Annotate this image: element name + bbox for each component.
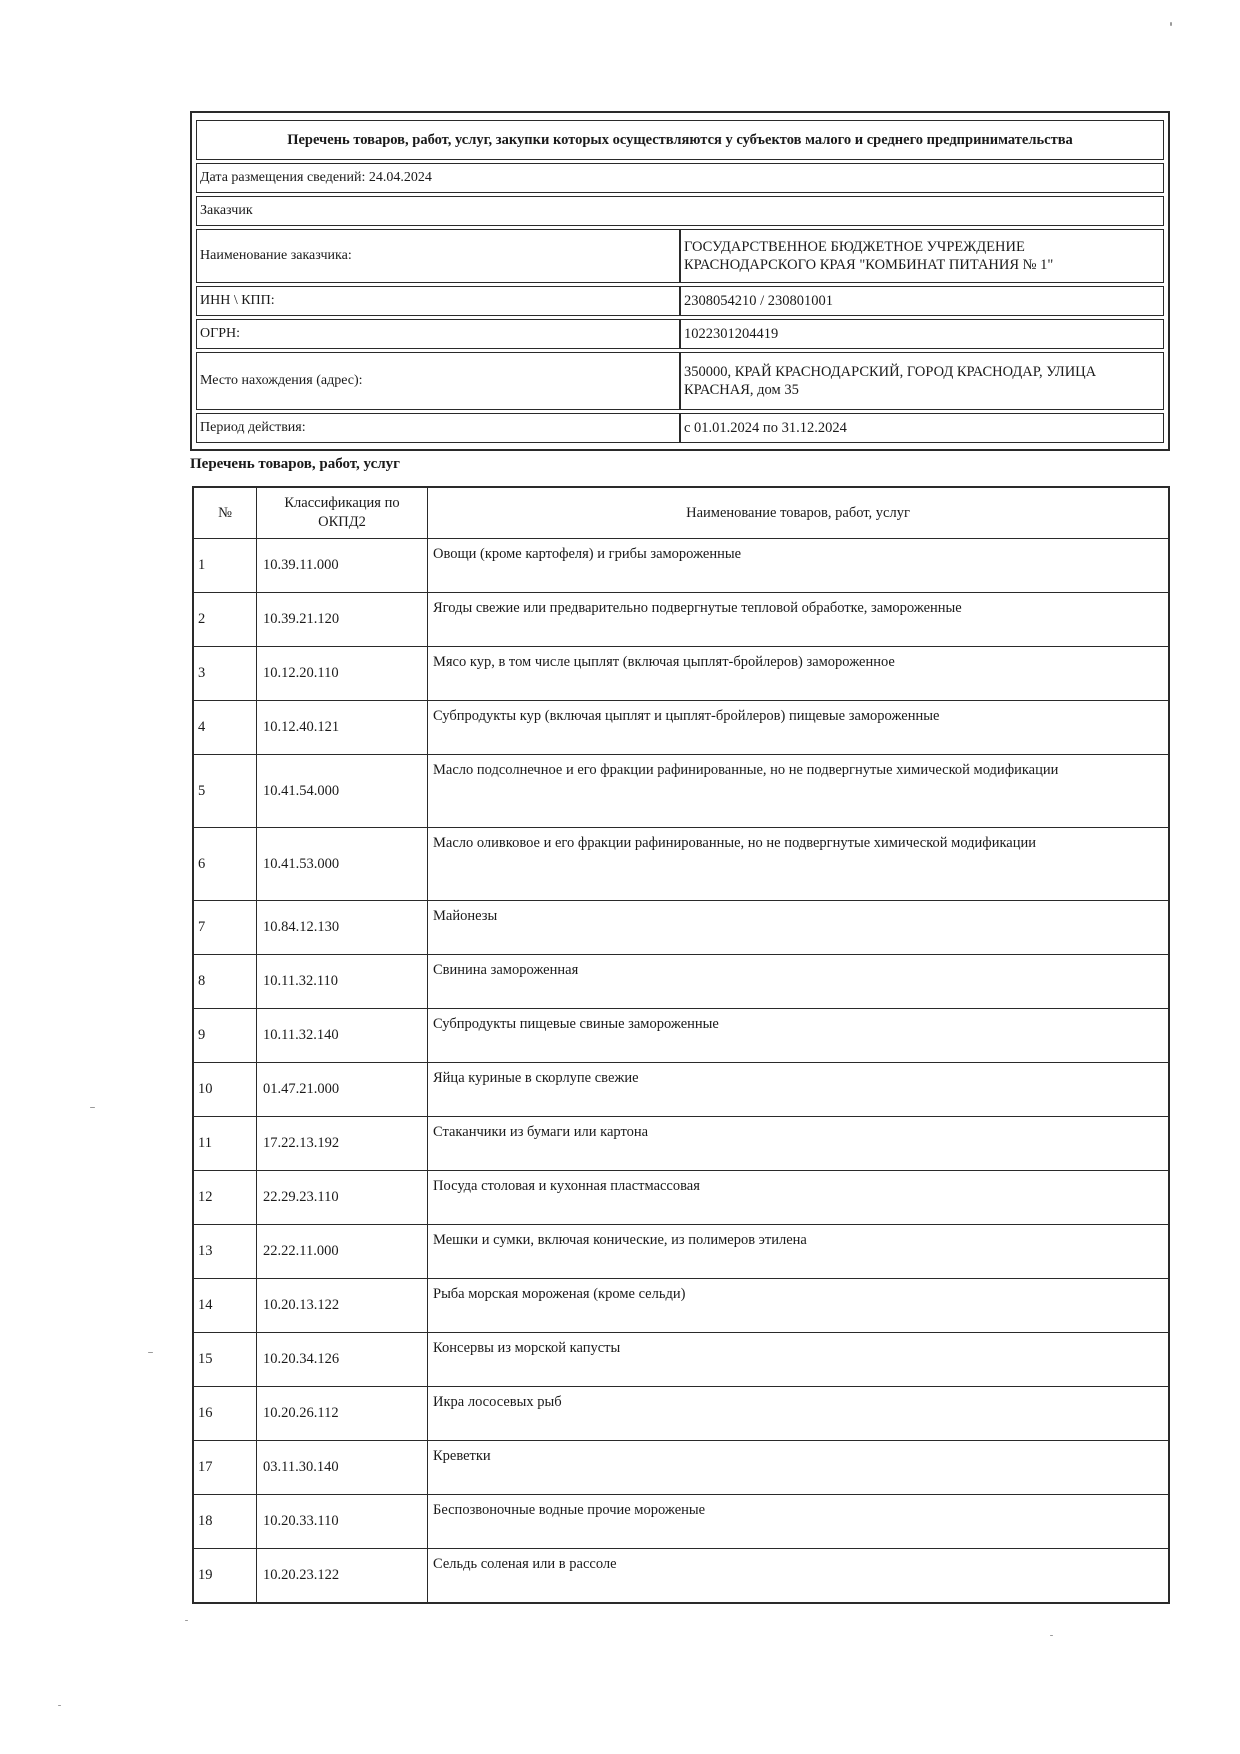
row-number: 18 xyxy=(193,1495,257,1549)
item-name: Овощи (кроме картофеля) и грибы замороженные xyxy=(428,539,1170,593)
customer-name-label: Наименование заказчика: xyxy=(196,229,680,283)
inn-value: 2308054210 / 230801001 xyxy=(680,286,1164,316)
row-number: 5 xyxy=(193,755,257,828)
row-number: 6 xyxy=(193,828,257,901)
period-label: Период действия: xyxy=(196,413,680,443)
customer-info-table xyxy=(196,117,1164,446)
table-row xyxy=(193,1387,1169,1441)
item-name: Рыба морская мороженая (кроме сельди) xyxy=(428,1279,1170,1333)
placement-date: Дата размещения сведений: 24.04.2024 xyxy=(196,163,1164,193)
table-row xyxy=(193,1225,1169,1279)
inn-row xyxy=(196,286,1164,316)
placement-date-row xyxy=(196,163,1164,193)
item-name: Сельдь соленая или в рассоле xyxy=(428,1549,1170,1604)
item-name: Беспозвоночные водные прочие мороженые xyxy=(428,1495,1170,1549)
item-name: Консервы из морской капусты xyxy=(428,1333,1170,1387)
okpd2-code: 10.20.23.122 xyxy=(257,1549,428,1604)
item-name: Мешки и сумки, включая конические, из полимеров этилена xyxy=(428,1225,1170,1279)
scan-speck xyxy=(148,1352,153,1353)
item-name: Стаканчики из бумаги или картона xyxy=(428,1117,1170,1171)
list-title: Перечень товаров, работ, услуг xyxy=(190,456,400,472)
table-row xyxy=(193,755,1169,828)
customer-section-row xyxy=(196,196,1164,226)
address-row xyxy=(196,352,1164,410)
item-name: Яйца куриные в скорлупе свежие xyxy=(428,1063,1170,1117)
okpd2-code: 17.22.13.192 xyxy=(257,1117,428,1171)
okpd2-code: 10.41.54.000 xyxy=(257,755,428,828)
table-row xyxy=(193,647,1169,701)
period-value: с 01.01.2024 по 31.12.2024 xyxy=(680,413,1164,443)
row-number: 3 xyxy=(193,647,257,701)
row-number: 13 xyxy=(193,1225,257,1279)
column-header-code: Классификация по ОКПД2 xyxy=(257,487,428,539)
okpd2-code: 10.20.33.110 xyxy=(257,1495,428,1549)
table-row xyxy=(193,1333,1169,1387)
inn-label: ИНН \ КПП: xyxy=(196,286,680,316)
customer-section-label: Заказчик xyxy=(196,196,1164,226)
table-row xyxy=(193,1279,1169,1333)
table-row xyxy=(193,828,1169,901)
row-number: 14 xyxy=(193,1279,257,1333)
okpd2-code: 22.29.23.110 xyxy=(257,1171,428,1225)
row-number: 19 xyxy=(193,1549,257,1604)
row-number: 17 xyxy=(193,1441,257,1495)
okpd2-code: 10.39.11.000 xyxy=(257,539,428,593)
row-number: 7 xyxy=(193,901,257,955)
column-header-num: № xyxy=(193,487,257,539)
okpd2-code: 10.41.53.000 xyxy=(257,828,428,901)
scan-speck xyxy=(58,1705,61,1706)
okpd2-code: 10.12.20.110 xyxy=(257,647,428,701)
table-row xyxy=(193,593,1169,647)
column-header-name: Наименование товаров, работ, услуг xyxy=(428,487,1170,539)
document-title: Перечень товаров, работ, услуг, закупки которых осуществляются у субъектов малого и среднего предпринимательства xyxy=(196,120,1164,160)
table-row xyxy=(193,1549,1169,1604)
item-name: Мясо кур, в том числе цыплят (включая цыплят-бройлеров) замороженное xyxy=(428,647,1170,701)
row-number: 11 xyxy=(193,1117,257,1171)
row-number: 15 xyxy=(193,1333,257,1387)
table-row xyxy=(193,1171,1169,1225)
row-number: 4 xyxy=(193,701,257,755)
item-name: Субпродукты пищевые свиные замороженные xyxy=(428,1009,1170,1063)
row-number: 12 xyxy=(193,1171,257,1225)
item-name: Масло подсолнечное и его фракции рафинированные, но не подвергнутые химической модификации xyxy=(428,755,1170,828)
ogrn-value: 1022301204419 xyxy=(680,319,1164,349)
row-number: 10 xyxy=(193,1063,257,1117)
okpd2-code: 10.84.12.130 xyxy=(257,901,428,955)
okpd2-code: 10.11.32.110 xyxy=(257,955,428,1009)
period-row xyxy=(196,413,1164,443)
scan-speck xyxy=(90,1107,95,1108)
table-row xyxy=(193,901,1169,955)
table-row xyxy=(193,1495,1169,1549)
row-number: 16 xyxy=(193,1387,257,1441)
table-row xyxy=(193,1009,1169,1063)
items-header-row xyxy=(193,487,1169,539)
item-name: Свинина замороженная xyxy=(428,955,1170,1009)
customer-info-frame xyxy=(190,111,1170,451)
customer-name-row xyxy=(196,229,1164,283)
address-value: 350000, КРАЙ КРАСНОДАРСКИЙ, ГОРОД КРАСНОДАР, УЛИЦА КРАСНАЯ, дом 35 xyxy=(680,352,1164,410)
row-number: 1 xyxy=(193,539,257,593)
row-number: 9 xyxy=(193,1009,257,1063)
row-number: 2 xyxy=(193,593,257,647)
item-name: Ягоды свежие или предварительно подвергнутые тепловой обработке, замороженные xyxy=(428,593,1170,647)
item-name: Креветки xyxy=(428,1441,1170,1495)
table-row xyxy=(193,955,1169,1009)
item-name: Посуда столовая и кухонная пластмассовая xyxy=(428,1171,1170,1225)
row-number: 8 xyxy=(193,955,257,1009)
scan-speck xyxy=(185,1620,188,1621)
items-table xyxy=(192,486,1170,1604)
title-row xyxy=(196,120,1164,160)
okpd2-code: 10.11.32.140 xyxy=(257,1009,428,1063)
customer-name-value: ГОСУДАРСТВЕННОЕ БЮДЖЕТНОЕ УЧРЕЖДЕНИЕ КРАСНОДАРСКОГО КРАЯ "КОМБИНАТ ПИТАНИЯ № 1" xyxy=(680,229,1164,283)
table-row xyxy=(193,1063,1169,1117)
address-label: Место нахождения (адрес): xyxy=(196,352,680,410)
table-row xyxy=(193,1117,1169,1171)
okpd2-code: 10.12.40.121 xyxy=(257,701,428,755)
okpd2-code: 03.11.30.140 xyxy=(257,1441,428,1495)
okpd2-code: 10.39.21.120 xyxy=(257,593,428,647)
scan-speck xyxy=(1050,1635,1053,1636)
table-row xyxy=(193,1441,1169,1495)
scan-speck xyxy=(1170,22,1172,26)
item-name: Майонезы xyxy=(428,901,1170,955)
okpd2-code: 22.22.11.000 xyxy=(257,1225,428,1279)
item-name: Икра лососевых рыб xyxy=(428,1387,1170,1441)
okpd2-code: 10.20.34.126 xyxy=(257,1333,428,1387)
items-body xyxy=(193,539,1169,1604)
ogrn-label: ОГРН: xyxy=(196,319,680,349)
okpd2-code: 10.20.26.112 xyxy=(257,1387,428,1441)
okpd2-code: 01.47.21.000 xyxy=(257,1063,428,1117)
item-name: Субпродукты кур (включая цыплят и цыплят-бройлеров) пищевые замороженные xyxy=(428,701,1170,755)
okpd2-code: 10.20.13.122 xyxy=(257,1279,428,1333)
item-name: Масло оливковое и его фракции рафинированные, но не подвергнутые химической модификации xyxy=(428,828,1170,901)
table-row xyxy=(193,539,1169,593)
table-row xyxy=(193,701,1169,755)
ogrn-row xyxy=(196,319,1164,349)
